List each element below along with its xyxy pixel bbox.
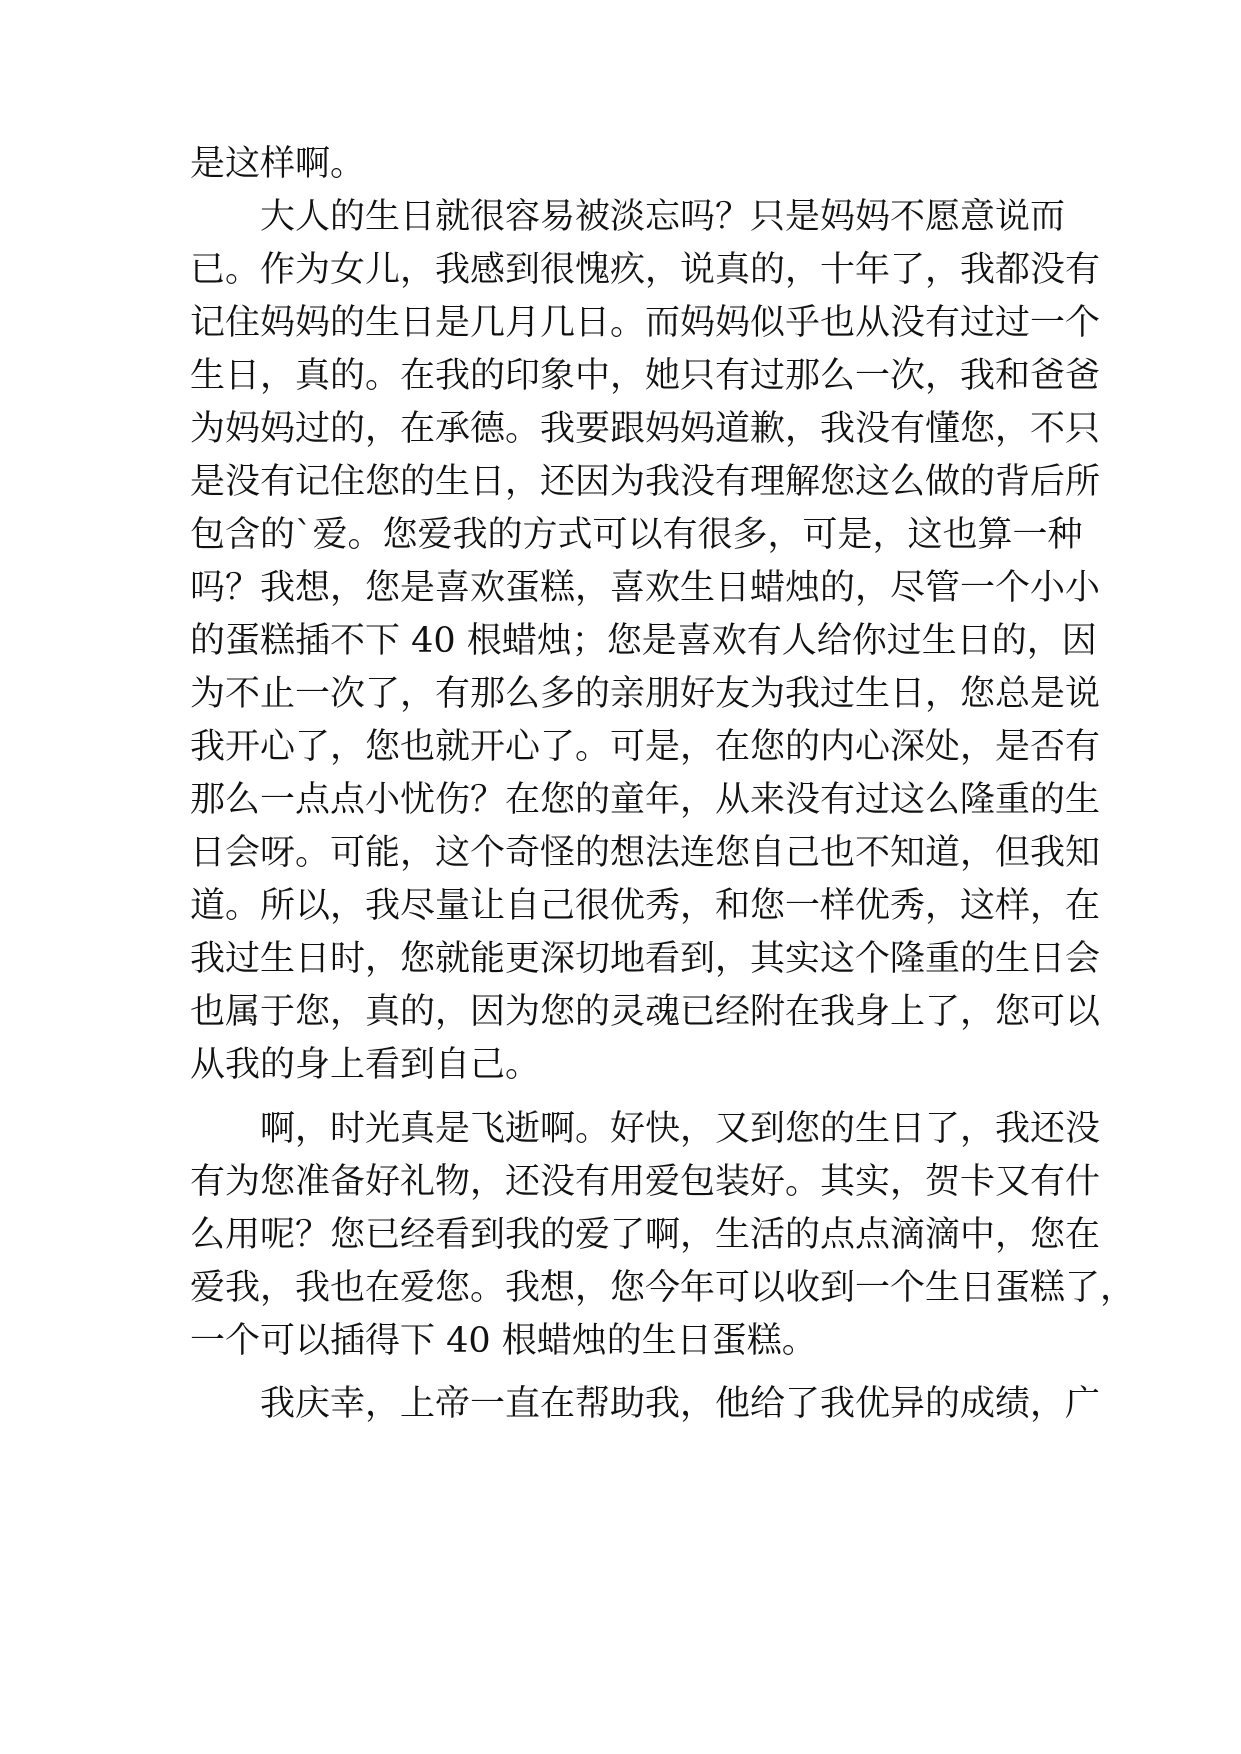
text-line: 我庆幸，上帝一直在帮助我，他给了我优异的成绩，广: [260, 1384, 1101, 1424]
text-line: 我过生日时，您就能更深切地看到，其实这个隆重的生日会: [190, 939, 1101, 979]
text-line: 一个可以插得下 40 根蜡烛的生日蛋糕。: [190, 1321, 817, 1361]
text-line: 大人的生日就很容易被淡忘吗？只是妈妈不愿意说而: [260, 197, 1066, 237]
text-line: 是没有记住您的生日，还因为我没有理解您这么做的背后所: [190, 462, 1101, 502]
text-line: 已。作为女儿，我感到很愧疚，说真的，十年了，我都没有: [190, 250, 1101, 290]
text-line: 有为您准备好礼物，还没有用爱包装好。其实，贺卡又有什: [190, 1162, 1101, 1202]
text-line: 包含的`爱。您爱我的方式可以有很多，可是，这也算一种: [190, 515, 1083, 555]
text-line: 也属于您，真的，因为您的灵魂已经附在我身上了，您可以: [190, 992, 1101, 1032]
text-line: 吗？我想，您是喜欢蛋糕，喜欢生日蜡烛的，尽管一个小小: [190, 568, 1101, 608]
text-line: 是这样啊。: [190, 144, 366, 184]
text-line: 爱我，我也在爱您。我想，您今年可以收到一个生日蛋糕了，: [190, 1268, 1136, 1308]
text-line: 记住妈妈的生日是几月几日。而妈妈似乎也从没有过过一个: [190, 303, 1101, 343]
text-line: 道。所以，我尽量让自己很优秀，和您一样优秀，这样，在: [190, 886, 1101, 926]
text-line: 从我的身上看到自己。: [190, 1045, 541, 1085]
text-line: 为不止一次了，有那么多的亲朋好友为我过生日，您总是说: [190, 674, 1101, 714]
text-line: 的蛋糕插不下 40 根蜡烛；您是喜欢有人给你过生日的，因: [190, 621, 1097, 661]
text-line: 那么一点点小忧伤？在您的童年，从来没有过这么隆重的生: [190, 780, 1101, 820]
text-line: 么用呢？您已经看到我的爱了啊，生活的点点滴滴中，您在: [190, 1215, 1101, 1255]
text-line: 日会呀。可能，这个奇怪的想法连您自己也不知道，但我知: [190, 833, 1101, 873]
text-line: 为妈妈过的，在承德。我要跟妈妈道歉，我没有懂您，不只: [190, 409, 1101, 449]
text-line: 我开心了，您也就开心了。可是，在您的内心深处，是否有: [190, 727, 1101, 767]
text-line: 生日，真的。在我的印象中，她只有过那么一次，我和爸爸: [190, 356, 1101, 396]
text-line: 啊，时光真是飞逝啊。好快，又到您的生日了，我还没: [260, 1109, 1101, 1149]
